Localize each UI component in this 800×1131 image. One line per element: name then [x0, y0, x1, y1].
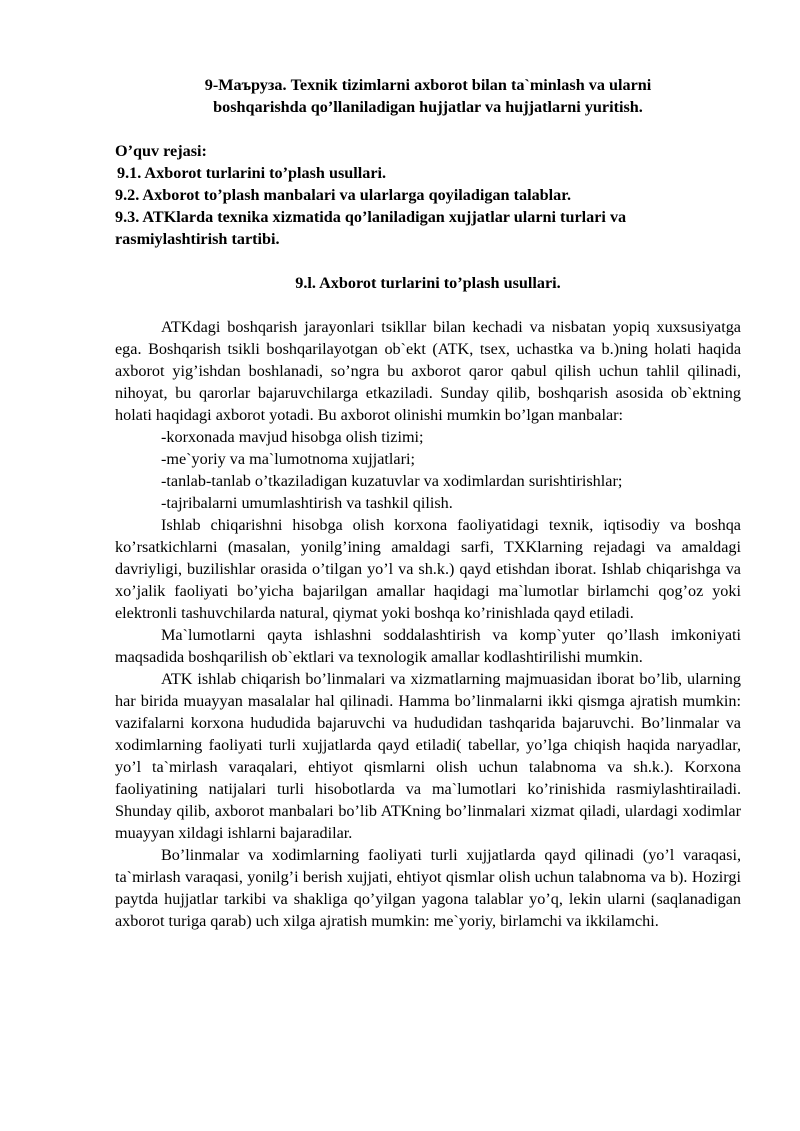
title-line-2: boshqarishda qo’llaniladigan hujjatlar va hujjatlarni yuritish. [213, 98, 643, 116]
list-item-1: -korxonada mavjud hisobga olish tizimi; [161, 428, 424, 446]
study-plan [115, 140, 741, 250]
paragraph-2: Ishlab chiqarishni hisobga olish korxona faoliyatidagi texnik, iqtisodiy va boshqa ko’rsatkichlarni (masalan, yonilg’ining amaldagi sarfi, TXKlarning rejadagi va amaldagi davriyligi, buzilishlar orasida o’tilgan yo’l va sh.k.) qayd etishdan iborat. Ishlab chiqarishga va xo’jalik faoliyati bo’yicha bajarilgan amallar haqidagi ma`lumotlar birlamchi qog’oz yoki elektronli tashuvchilarda natural, qiymat yoki boshqa ko’rinishlada qayd etiladi. [115, 516, 741, 622]
title-line-1: 9-Маъруза. Texnik tizimlarni axborot bilan ta`minlash va ularni [204, 76, 652, 94]
paragraph-1: ATKdagi boshqarish jarayonlari tsikllar bilan kechadi va nisbatan yopiq xuxsusiyatga ega. Boshqarish tsikli boshqarilayotgan ob`ekt (ATK, tsex, uchastka va b.)ning holati haqida axborot yig’ishdan boshlanadi, so’ngra bu axborot qaror qabul qilish uchun tahlil qilinadi, nihoyat, bu qarorlar bajaruvchilarga etkaziladi. Sunday qilib, boshqarish asosida ob`ektning holati haqidagi axborot yotadi. Bu axborot olinishi mumkin bo’lgan manbalar: [115, 318, 741, 424]
paragraph-3: Ma`lumotlarni qayta ishlashni soddalashtirish va komp`yuter qo’llash imkoniyati maqsadida boshqarilish ob`ektlari va texnologik amallar kodlashtirilishi mumkin. [115, 626, 741, 666]
list-item-3: -tanlab-tanlab o’tkaziladigan kuzatuvlar va xodimlardan surishtirishlar; [161, 472, 623, 490]
list-item-4: -tajribalarni umumlashtirish va tashkil qilish. [161, 494, 453, 512]
study-plan-heading: O’quv rejasi: [115, 142, 207, 160]
section-heading: 9.l. Axborot turlarini to’plash usullari. [295, 274, 561, 292]
study-plan-item-1: 9.1. Axborot turlarini to’plash usullari. [117, 164, 387, 182]
paragraph-5: Bo’linmalar va xodimlarning faoliyati turli xujjatlarda qayd qilinadi (yo’l varaqasi, ta`mirlash varaqasi, yonilg’i berish xujjati, ehtiyot qismlar olish uchun talabnoma va b). Hozirgi paytda hujjatlar tarkibi va shakliga qo’yilgan yagona talablar yo’q, lekin ularni (saqlanadigan axborot turiga qarab) uch xilga ajratish mumkin: me`yoriy, birlamchi va ikkilamchi. [115, 846, 741, 930]
document-title [115, 74, 741, 118]
study-plan-item-3: 9.3. ATKlarda texnika xizmatida qo’laniladigan xujjatlar ularni turlari va rasmiylashtirish tartibi. [115, 208, 627, 248]
study-plan-item-2: 9.2. Axborot to’plash manbalari va ularlarga qoyiladigan talablar. [115, 186, 572, 204]
document-page [115, 74, 741, 932]
paragraph-4: ATK ishlab chiqarish bo’linmalari va xizmatlarning majmuasidan iborat bo’lib, ularning har birida muayyan masalalar hal qilinadi. Hamma bo’linmalarni ikki qismga ajratish mumkin: vazifalarni korxona hududida bajaruvchi va hududidan tashqarida bajaruvchi. Bo’linmalar va xodimlarning faoliyati turli xujjatlarda qayd etiladi( tabellar, yo’lga chiqish haqida naryadlar, yo’l ta`mirlash varaqalari, ehtiyot qismlarni olish uchun talabnoma va sh.k.). Korxona faoliyatining natijalari turli hisobotlarda va ma`lumotlari ko’rinishida rasmiylashtirailadi. Shunday qilib, axborot manbalari bo’lib ATKning bo’linmalari xizmat qiladi, ulardagi xodimlar muayyan xildagi ishlarni bajaradilar. [115, 670, 741, 842]
list-item-2: -me`yoriy va ma`lumotnoma xujjatlari; [161, 450, 415, 468]
